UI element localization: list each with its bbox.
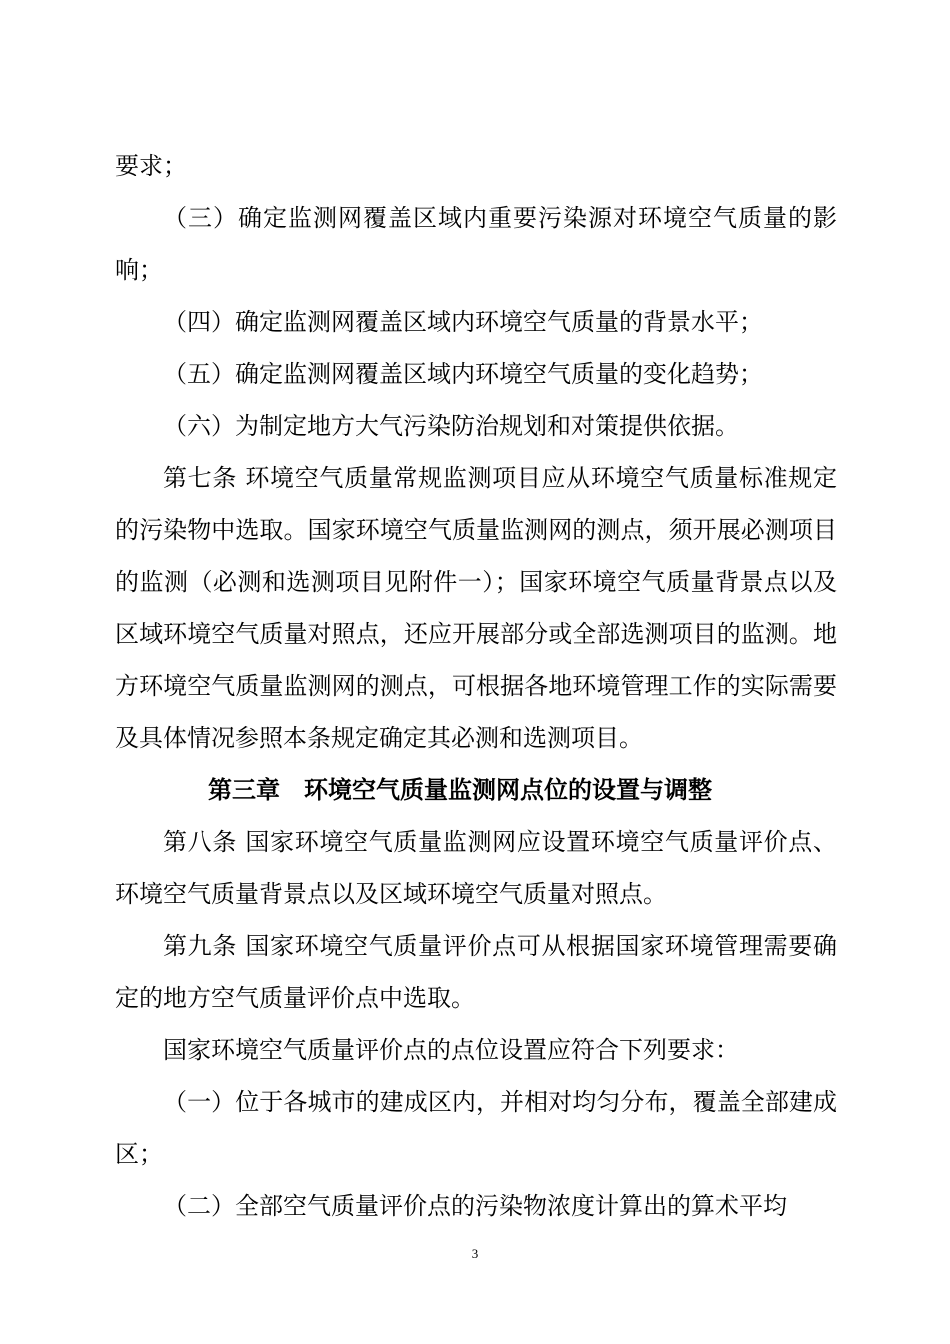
paragraph: （四）确定监测网覆盖区域内环境空气质量的背景水平；: [163, 308, 763, 336]
paragraph: 国家环境空气质量评价点的点位设置应符合下列要求：: [163, 1036, 739, 1064]
page-number: 3: [471, 1246, 479, 1261]
document-body: [115, 140, 837, 1232]
paragraph: 第七条 环境空气质量常规监测项目应从环境空气质量标准规定的污染物中选取。国家环境空气质量监测网的测点，须开展必测项目的监测（必测和选测项目见附件一）；国家环境空气质量背景点以及区域环境空气质量对照点，还应开展部分或全部选测项目的监测。地方环境空气质量监测网的测点，可根据各地环境管理工作的实际需要及具体情况参照本条规定确定其必测和选测项目。: [115, 464, 837, 752]
paragraph: 第八条 国家环境空气质量监测网应设置环境空气质量评价点、环境空气质量背景点以及区域环境空气质量对照点。: [115, 828, 837, 908]
paragraph: （三）确定监测网覆盖区域内重要污染源对环境空气质量的影响；: [115, 204, 837, 284]
chapter-heading: 第三章 环境空气质量监测网点位的设置与调整: [208, 776, 712, 804]
paragraph: （五）确定监测网覆盖区域内环境空气质量的变化趋势；: [163, 360, 763, 388]
paragraph: （一）位于各城市的建成区内，并相对均匀分布，覆盖全部建成区；: [115, 1088, 837, 1168]
paragraph: （二）全部空气质量评价点的污染物浓度计算出的算术平均: [163, 1192, 787, 1220]
paragraph: 要求；: [115, 152, 187, 180]
paragraph: 第九条 国家环境空气质量评价点可从根据国家环境管理需要确定的地方空气质量评价点中选取。: [115, 932, 837, 1012]
paragraph: （六）为制定地方大气污染防治规划和对策提供依据。: [163, 412, 739, 440]
